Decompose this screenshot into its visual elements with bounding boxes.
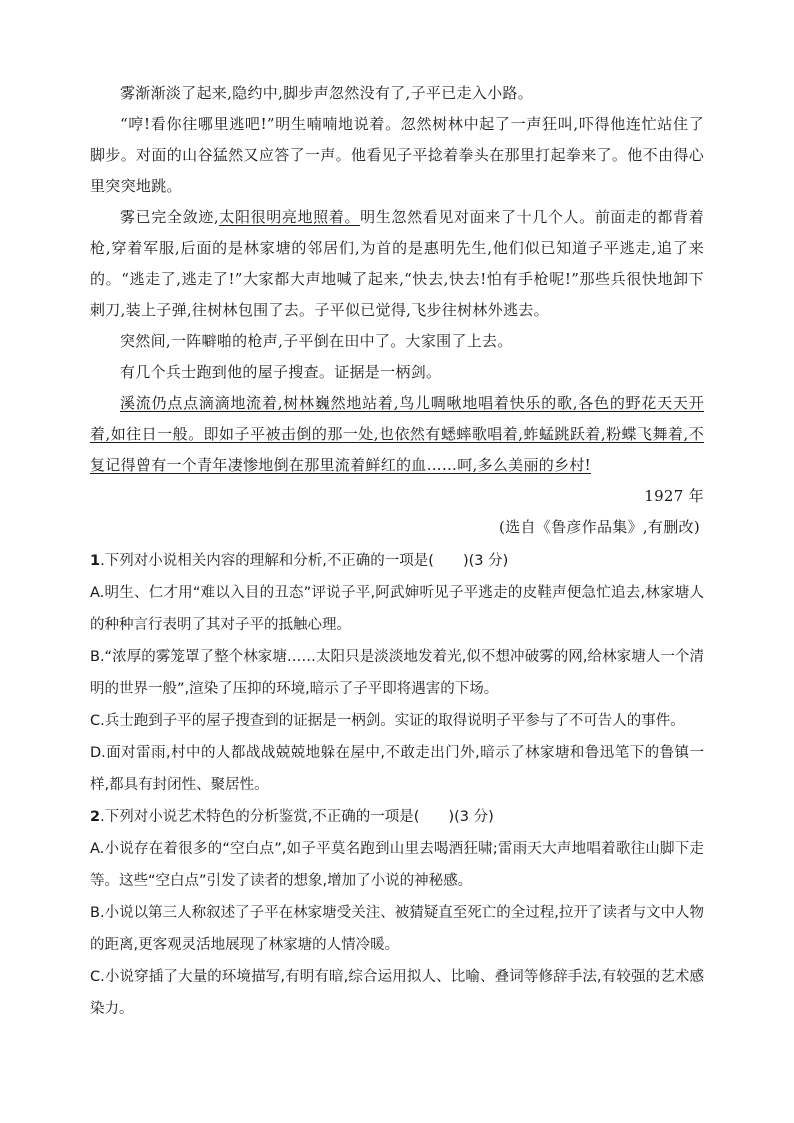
question-1-stem (90, 545, 704, 577)
story-paragraph-2: “哼!看你往哪里逃吧!”明生喃喃地说着。忽然树林中起了一声狂叫,吓得他连忙站住了脚步。对面的山谷猛然又应答了一声。他看见子平捻着拳头在那里打起拳来了。他不由得心里突突地跳。 (90, 115, 704, 195)
question-1-option-a: A.明生、仁才用“难以入目的丑态”评说子平,阿武婶听见子平逃走的皮鞋声便急忙追去,林家塘人的种种言行表明了其对子平的抵触心理。 (90, 585, 704, 633)
story-paragraph-4: 突然间,一阵噼啪的枪声,子平倒在田中了。大家围了上去。 (120, 332, 513, 350)
story-paragraph-3-after: 明生忽然看见对面来了十几个人。前面走的都背着枪,穿着军服,后面的是林家塘的邻居们,为首的是惠明先生,他们似已知道子平逃走,追了来的。“逃走了,逃走了!”大家都大声地喊了起来,“快去,快去!怕有手枪呢!”那些兵很快地卸下刺刀,装上子弹,往树林包围了去。子平似已觉得,飞步往树林外逃去。 (90, 208, 704, 319)
story-paragraph-3 (90, 202, 704, 326)
story-excerpt (90, 78, 704, 543)
question-2-stem (90, 801, 704, 833)
story-paragraph-1: 雾渐渐淡了起来,隐约中,脚步声忽然没有了,子平已走入小路。 (120, 84, 534, 102)
document-page (90, 78, 704, 1025)
question-2-text: .下列对小说艺术特色的分析鉴赏,不正确的一项是( )(3 分) (100, 809, 494, 825)
question-2-option-c: C.小说穿插了大量的环境描写,有明有暗,综合运用拟人、比喻、叠词等修辞手法,有较强的艺术感染力。 (90, 969, 704, 1017)
story-paragraph-5: 有几个兵士跑到他的屋子搜查。证据是一柄剑。 (120, 363, 442, 381)
question-1-text: .下列对小说相关内容的理解和分析,不正确的一项是( )(3 分) (100, 553, 509, 569)
question-1-option-d: D.面对雷雨,村中的人都战战兢兢地躲在屋中,不敢走出门外,暗示了林家塘和鲁迅笔下的鲁镇一样,都具有封闭性、聚居性。 (90, 745, 704, 793)
question-2-number: 2 (90, 809, 101, 825)
story-paragraph-3-before: 雾已完全敛迹, (120, 208, 219, 226)
question-2-option-b: B.小说以第三人称叙述了子平在林家塘受关注、被猜疑直至死亡的全过程,拉开了读者与文中人物的距离,更客观灵活地展现了林家塘的人情冷暖。 (90, 905, 704, 953)
question-1-option-b: B.“浓厚的雾笼罩了整个林家塘……太阳只是淡淡地发着光,似不想冲破雾的网,给林家塘人一个清明的世界一般”,渲染了压抑的环境,暗示了子平即将遇害的下场。 (90, 649, 704, 697)
question-1-option-c: C.兵士跑到子平的屋子搜查到的证据是一柄剑。实证的取得说明子平参与了不可告人的事件。 (90, 713, 685, 729)
questions-section (90, 545, 704, 1025)
question-2-option-a: A.小说存在着很多的“空白点”,如子平莫名跑到山里去喝酒狂啸;雷雨天大声地唱着歌往山脚下走等。这些“空白点”引发了读者的想象,增加了小说的神秘感。 (90, 841, 704, 889)
story-year: 1927 年 (644, 487, 704, 505)
underlined-sentence: 太阳很明亮地照着。 (218, 208, 361, 226)
story-source: (选自《鲁彦作品集》,有删改) (499, 518, 700, 536)
question-1-number: 1 (90, 553, 101, 569)
story-paragraph-6-underlined: 溪流仍点点滴滴地流着,树林巍然地站着,鸟儿啁啾地唱着快乐的歌,各色的野花天天开着,如往日一般。即如子平被击倒的那一处,也依然有蟋蟀歌唱着,蚱蜢跳跃着,粉蝶飞舞着,不复记得曾有一个青年凄惨地倒在那里流着鲜红的血……呵,多么美丽的乡村! (90, 394, 704, 474)
